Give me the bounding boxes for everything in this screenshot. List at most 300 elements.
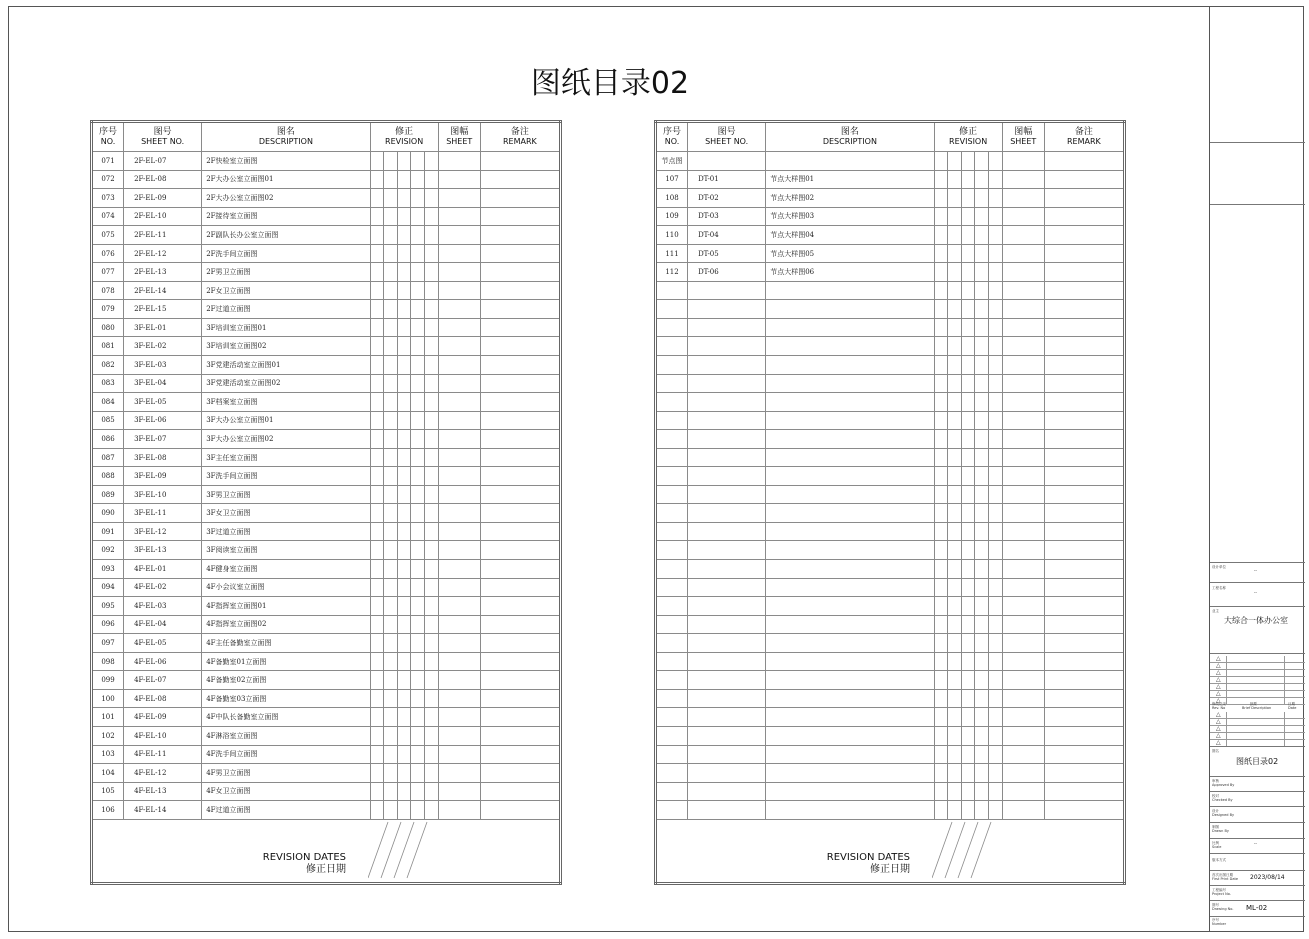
row-remark	[480, 467, 560, 486]
row-remark	[1044, 170, 1124, 189]
row-no: 096	[92, 615, 124, 634]
row-no	[656, 318, 688, 337]
brief-en-label: Brief Description	[1242, 706, 1272, 710]
row-sheet-no: 2F-EL-09	[124, 189, 202, 208]
row-no: 072	[92, 170, 124, 189]
row-no: 085	[92, 411, 124, 430]
row-sheet-no	[688, 726, 766, 745]
row-sheet-no	[688, 393, 766, 412]
row-sheet-no: 4F-EL-14	[124, 801, 202, 820]
row-remark	[480, 504, 560, 523]
project-no-label: 工程编号	[1212, 888, 1226, 892]
revision-grid-row	[1210, 670, 1305, 677]
row-no	[656, 597, 688, 616]
drawn-en-label: Drawn By	[1212, 829, 1229, 833]
table-header-row	[656, 122, 1125, 152]
row-sheet-size	[1002, 337, 1044, 356]
row-revision	[370, 226, 438, 245]
row-sheet-size	[438, 689, 480, 708]
header-remark-zh: 备注	[510, 127, 529, 137]
table-row	[92, 504, 561, 523]
row-remark	[480, 801, 560, 820]
table-row	[92, 485, 561, 504]
header-sheet-size-en: SHEET	[1010, 137, 1037, 146]
drawing-no-en-label: Drawing No.	[1212, 907, 1234, 911]
row-no: 097	[92, 634, 124, 653]
table-row	[92, 337, 561, 356]
row-sheet-no: 4F-EL-06	[124, 652, 202, 671]
revision-grid-row	[1210, 733, 1305, 740]
row-sheet-no: 2F-EL-11	[124, 226, 202, 245]
row-description: 4F指挥室立面图02	[202, 615, 370, 634]
row-sheet-size	[1002, 597, 1044, 616]
row-sheet-size	[1002, 430, 1044, 449]
revision-grid-row	[1210, 691, 1305, 698]
row-no: 102	[92, 726, 124, 745]
row-sheet-no	[688, 281, 766, 300]
row-sheet-size	[1002, 541, 1044, 560]
title-block-divider	[1210, 806, 1305, 807]
row-no: 083	[92, 374, 124, 393]
row-sheet-size	[1002, 764, 1044, 783]
row-no: 088	[92, 467, 124, 486]
row-description: 2F大办公室立面图01	[202, 170, 370, 189]
row-sheet-no	[688, 634, 766, 653]
row-sheet-no: 3F-EL-07	[124, 430, 202, 449]
row-revision	[934, 411, 1002, 430]
revision-triangle-icon: △	[1216, 711, 1221, 718]
row-description: 4F备勤室03立面图	[202, 689, 370, 708]
row-revision	[934, 634, 1002, 653]
table-row	[656, 152, 1125, 171]
row-sheet-size	[438, 244, 480, 263]
row-description: 节点大样图06	[766, 263, 934, 282]
row-sheet-no: 2F-EL-12	[124, 244, 202, 263]
table-row	[656, 485, 1125, 504]
row-description: 4F女卫立面图	[202, 782, 370, 801]
drawing-no-value: ML-02	[1246, 904, 1268, 912]
row-no: 104	[92, 764, 124, 783]
row-revision	[370, 652, 438, 671]
header-no-zh: 序号	[99, 127, 118, 137]
row-remark	[1044, 578, 1124, 597]
row-remark	[1044, 263, 1124, 282]
row-sheet-no	[688, 485, 766, 504]
row-remark	[1044, 393, 1124, 412]
row-remark	[480, 708, 560, 727]
client-label: 业主	[1212, 609, 1219, 613]
row-description: 节点大样图03	[766, 207, 934, 226]
title-block-divider	[1210, 838, 1305, 839]
revision-record-label: 修改记录	[1212, 702, 1226, 706]
row-no	[656, 634, 688, 653]
revision-triangle-icon: △	[1216, 662, 1221, 669]
row-description	[766, 634, 934, 653]
revision-triangle-icon: △	[1216, 739, 1221, 746]
row-description: 3F培训室立面图01	[202, 318, 370, 337]
header-revision	[934, 122, 1002, 152]
title-block-divider	[1210, 853, 1305, 854]
row-remark	[480, 189, 560, 208]
row-remark	[480, 244, 560, 263]
table-header-row	[92, 122, 561, 152]
title-block-divider	[1210, 746, 1305, 747]
row-revision	[370, 337, 438, 356]
header-revision-en: REVISION	[385, 137, 424, 146]
table-row	[92, 411, 561, 430]
row-description	[766, 337, 934, 356]
row-revision	[370, 207, 438, 226]
designed-en-label: Designed By	[1212, 813, 1235, 817]
row-description: 2F男卫立面图	[202, 263, 370, 282]
row-remark	[480, 263, 560, 282]
row-remark	[1044, 504, 1124, 523]
row-sheet-size	[438, 708, 480, 727]
row-description	[766, 689, 934, 708]
row-description: 4F男卫立面图	[202, 764, 370, 783]
row-revision	[370, 244, 438, 263]
header-sheet-size	[1002, 122, 1044, 152]
table-row	[92, 281, 561, 300]
row-sheet-size	[438, 411, 480, 430]
table-row	[656, 318, 1125, 337]
header-no	[656, 122, 688, 152]
row-no: 092	[92, 541, 124, 560]
table-row	[656, 801, 1125, 820]
row-revision	[934, 726, 1002, 745]
row-revision	[370, 634, 438, 653]
row-no	[656, 485, 688, 504]
revision-dates-en: REVISION DATES	[262, 851, 346, 863]
approved-en-label: Approved By	[1212, 783, 1235, 787]
title-block-divider	[1210, 885, 1305, 886]
row-revision	[934, 170, 1002, 189]
header-no-en: NO.	[664, 137, 680, 146]
row-revision	[370, 689, 438, 708]
row-description	[766, 281, 934, 300]
row-sheet-no: 4F-EL-05	[124, 634, 202, 653]
table-row	[92, 578, 561, 597]
row-no: 075	[92, 226, 124, 245]
row-sheet-size	[1002, 448, 1044, 467]
row-description: 4F健身室立面图	[202, 560, 370, 579]
row-description: 节点大样图05	[766, 244, 934, 263]
row-description: 4F备勤室02立面图	[202, 671, 370, 690]
title-block-divider	[1210, 916, 1305, 917]
row-description: 2F副队长办公室立面图	[202, 226, 370, 245]
header-revision	[370, 122, 438, 152]
row-description: 节点大样图04	[766, 226, 934, 245]
row-no: 090	[92, 504, 124, 523]
row-revision	[370, 152, 438, 171]
row-sheet-size	[438, 152, 480, 171]
table-row	[92, 726, 561, 745]
row-remark	[480, 374, 560, 393]
row-sheet-no: 4F-EL-10	[124, 726, 202, 745]
brief-label: 摘要	[1250, 702, 1257, 706]
row-no	[656, 652, 688, 671]
row-sheet-size	[1002, 393, 1044, 412]
table-row	[656, 689, 1125, 708]
row-remark	[480, 522, 560, 541]
table-row	[656, 226, 1125, 245]
row-description	[766, 764, 934, 783]
row-sheet-size	[438, 671, 480, 690]
row-sheet-no	[688, 374, 766, 393]
revision-grid-row	[1210, 684, 1305, 691]
row-revision	[934, 504, 1002, 523]
table-row	[656, 170, 1125, 189]
revision-no-label: Rev. No	[1212, 706, 1226, 710]
row-remark	[1044, 782, 1124, 801]
row-no: 077	[92, 263, 124, 282]
row-sheet-no	[688, 152, 766, 171]
row-description: 3F洗手间立面图	[202, 467, 370, 486]
row-sheet-no: 3F-EL-03	[124, 356, 202, 375]
header-sheet-no-zh: 图号	[153, 127, 172, 137]
row-description	[766, 726, 934, 745]
row-sheet-no	[688, 764, 766, 783]
row-description: 4F中队长备勤室立面图	[202, 708, 370, 727]
row-sheet-size	[1002, 485, 1044, 504]
row-sheet-size	[438, 207, 480, 226]
row-no	[656, 615, 688, 634]
row-sheet-no: 3F-EL-05	[124, 393, 202, 412]
approved-label: 审核	[1212, 779, 1219, 783]
header-description-zh: 图名	[276, 127, 295, 137]
row-sheet-size	[438, 726, 480, 745]
revision-triangle-icon: △	[1216, 690, 1221, 697]
row-revision	[370, 541, 438, 560]
row-revision	[370, 708, 438, 727]
row-sheet-size	[1002, 226, 1044, 245]
row-sheet-no	[688, 615, 766, 634]
table-row	[656, 745, 1125, 764]
row-revision	[934, 263, 1002, 282]
row-description: 3F主任室立面图	[202, 448, 370, 467]
first-issue-label: 首次出图日期	[1212, 873, 1233, 877]
project-name-value: --	[1254, 590, 1257, 595]
row-no: 094	[92, 578, 124, 597]
row-no	[656, 560, 688, 579]
table-row	[92, 560, 561, 579]
drawing-no-label: 图号	[1212, 903, 1219, 907]
row-no	[656, 726, 688, 745]
table-row	[92, 263, 561, 282]
header-sheet-size-en: SHEET	[446, 137, 473, 146]
header-no-en: NO.	[100, 137, 116, 146]
row-sheet-size	[1002, 300, 1044, 319]
row-revision	[934, 671, 1002, 690]
row-remark	[1044, 801, 1124, 820]
row-no: 095	[92, 597, 124, 616]
row-revision	[370, 300, 438, 319]
row-sheet-size	[438, 170, 480, 189]
row-sheet-size	[1002, 708, 1044, 727]
row-remark	[1044, 318, 1124, 337]
header-remark-en: REMARK	[502, 137, 537, 146]
table-row	[92, 634, 561, 653]
row-description: 4F洗手间立面图	[202, 745, 370, 764]
row-remark	[1044, 430, 1124, 449]
table-row	[656, 634, 1125, 653]
drawing-index-table-left	[90, 120, 562, 885]
row-sheet-no: DT-06	[688, 263, 766, 282]
revision-dates-row	[92, 819, 561, 883]
row-sheet-size	[438, 801, 480, 820]
title-block-divider	[1210, 870, 1305, 871]
row-revision	[934, 485, 1002, 504]
table-row	[656, 541, 1125, 560]
table-row	[92, 448, 561, 467]
row-description	[766, 411, 934, 430]
row-revision	[934, 708, 1002, 727]
row-description	[766, 541, 934, 560]
row-sheet-size	[438, 560, 480, 579]
row-sheet-size	[438, 281, 480, 300]
row-description	[766, 708, 934, 727]
row-no	[656, 504, 688, 523]
row-revision	[934, 356, 1002, 375]
table-row	[92, 652, 561, 671]
row-revision	[370, 393, 438, 412]
table-row	[656, 504, 1125, 523]
header-sheet-no-zh: 图号	[717, 127, 736, 137]
row-revision	[934, 560, 1002, 579]
row-description	[766, 356, 934, 375]
row-description	[766, 485, 934, 504]
row-remark	[1044, 226, 1124, 245]
table-row	[656, 411, 1125, 430]
row-description	[766, 318, 934, 337]
row-description: 4F指挥室立面图01	[202, 597, 370, 616]
row-sheet-size	[1002, 281, 1044, 300]
row-description: 4F主任备勤室立面图	[202, 634, 370, 653]
checked-en-label: Checked By	[1212, 798, 1233, 802]
row-sheet-no: 4F-EL-02	[124, 578, 202, 597]
row-sheet-no	[688, 411, 766, 430]
designed-label: 设计	[1212, 809, 1219, 813]
row-no	[656, 801, 688, 820]
row-revision	[370, 560, 438, 579]
row-description: 3F过道立面图	[202, 522, 370, 541]
row-no	[656, 337, 688, 356]
header-remark-en: REMARK	[1066, 137, 1101, 146]
row-description: 3F阅读室立面图	[202, 541, 370, 560]
drawing-index-table-right	[654, 120, 1126, 885]
row-revision	[934, 578, 1002, 597]
row-revision	[934, 207, 1002, 226]
row-revision	[934, 522, 1002, 541]
row-sheet-no: 4F-EL-04	[124, 615, 202, 634]
row-no	[656, 541, 688, 560]
row-remark	[1044, 615, 1124, 634]
header-sheet-no-en: SHEET NO.	[705, 137, 749, 146]
header-remark	[480, 122, 560, 152]
revision-dates-zh: 修正日期	[870, 863, 910, 875]
row-revision	[934, 764, 1002, 783]
row-revision	[370, 522, 438, 541]
row-no: 103	[92, 745, 124, 764]
row-no: 071	[92, 152, 124, 171]
row-sheet-no: DT-02	[688, 189, 766, 208]
row-revision	[934, 467, 1002, 486]
revision-triangle-icon: △	[1216, 655, 1221, 662]
row-description	[766, 782, 934, 801]
table-row	[92, 782, 561, 801]
row-description: 3F男卫立面图	[202, 485, 370, 504]
row-sheet-size	[438, 522, 480, 541]
row-sheet-no: 3F-EL-06	[124, 411, 202, 430]
row-revision	[370, 615, 438, 634]
row-sheet-size	[438, 393, 480, 412]
title-block-divider	[1210, 776, 1305, 777]
table-row	[92, 708, 561, 727]
table-row	[92, 374, 561, 393]
row-no	[656, 411, 688, 430]
row-revision	[934, 597, 1002, 616]
row-revision	[934, 745, 1002, 764]
row-sheet-no: 3F-EL-11	[124, 504, 202, 523]
row-no: 080	[92, 318, 124, 337]
header-no-zh: 序号	[663, 127, 682, 137]
revision-grid-row	[1210, 663, 1305, 670]
row-remark	[480, 615, 560, 634]
row-description: 3F大办公室立面图02	[202, 430, 370, 449]
row-sheet-no	[688, 745, 766, 764]
row-sheet-size	[1002, 615, 1044, 634]
row-sheet-no: 4F-EL-08	[124, 689, 202, 708]
row-remark	[1044, 560, 1124, 579]
row-remark	[1044, 634, 1124, 653]
row-sheet-size	[1002, 782, 1044, 801]
row-remark	[480, 207, 560, 226]
table-row	[656, 356, 1125, 375]
row-remark	[480, 745, 560, 764]
title-block-divider	[1210, 562, 1305, 563]
row-sheet-size	[1002, 189, 1044, 208]
row-description	[766, 597, 934, 616]
row-description: 3F党建活动室立面图01	[202, 356, 370, 375]
row-description	[766, 671, 934, 690]
table-row	[92, 522, 561, 541]
row-sheet-size	[438, 745, 480, 764]
row-description: 4F小会议室立面图	[202, 578, 370, 597]
client-value: 大综合一体办公室	[1224, 616, 1288, 625]
table-row	[656, 652, 1125, 671]
header-revision-en: REVISION	[949, 137, 988, 146]
row-sheet-size	[438, 226, 480, 245]
row-revision	[370, 356, 438, 375]
table-row	[656, 578, 1125, 597]
row-sheet-no: 3F-EL-13	[124, 541, 202, 560]
row-sheet-no	[688, 801, 766, 820]
title-block-divider	[1210, 653, 1305, 654]
title-block	[1209, 6, 1304, 932]
row-sheet-size	[1002, 374, 1044, 393]
row-sheet-size	[438, 485, 480, 504]
row-remark	[480, 356, 560, 375]
row-remark	[480, 448, 560, 467]
row-sheet-no	[688, 522, 766, 541]
row-sheet-no: 4F-EL-11	[124, 745, 202, 764]
table-row	[656, 726, 1125, 745]
row-revision	[370, 374, 438, 393]
row-no	[656, 374, 688, 393]
row-sheet-size	[438, 189, 480, 208]
first-issue-en-label: First Print Date	[1212, 877, 1239, 881]
header-no	[92, 122, 124, 152]
